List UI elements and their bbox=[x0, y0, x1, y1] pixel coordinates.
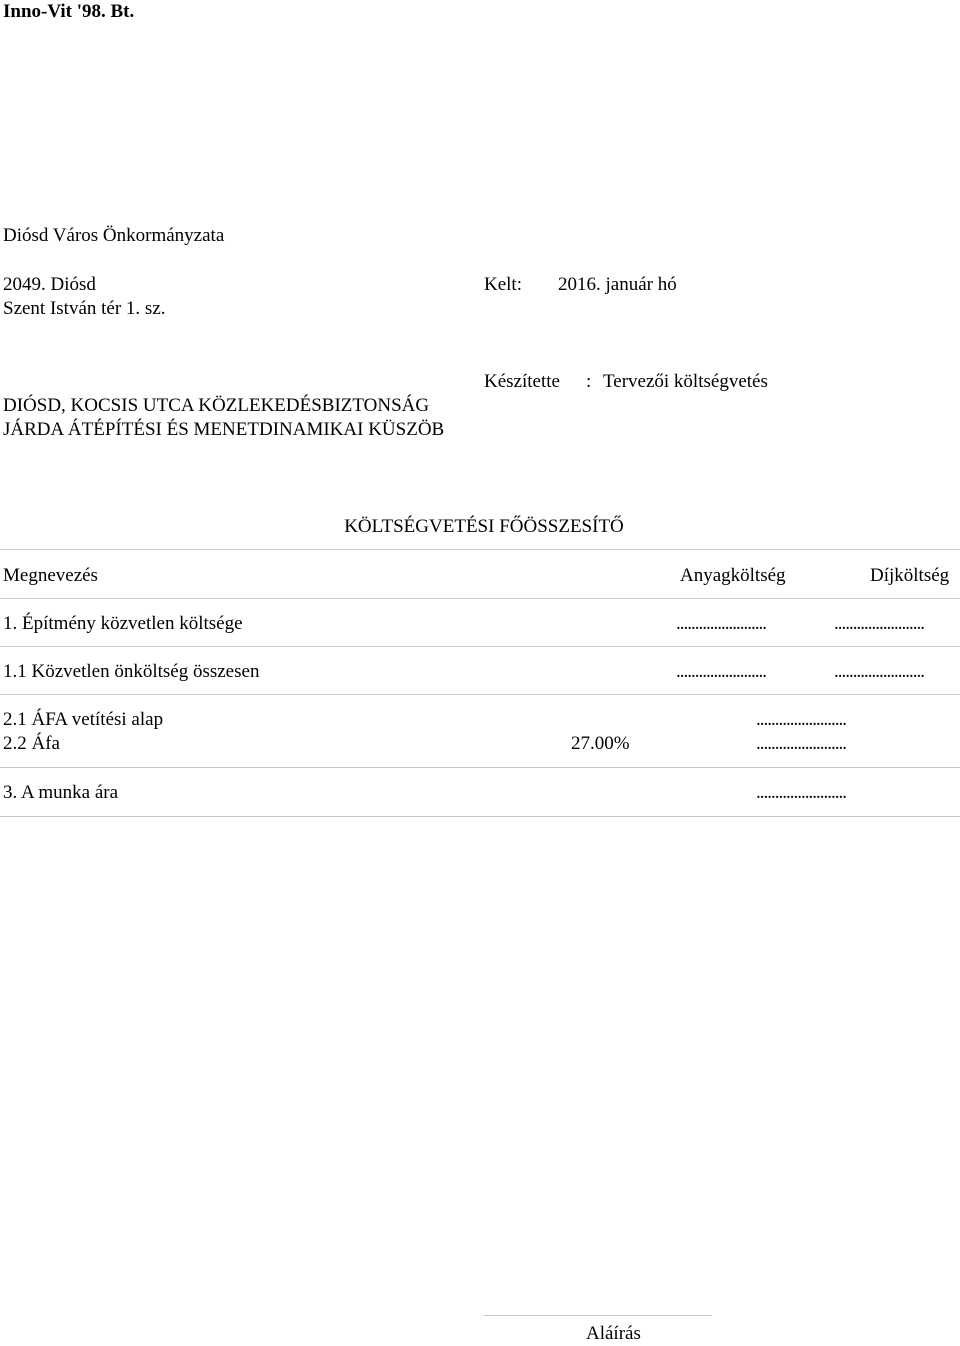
row-label: 2.1 ÁFA vetítési alap bbox=[3, 709, 164, 730]
prepared-label: Készítette bbox=[484, 371, 560, 392]
project-title-line2: JÁRDA ÁTÉPÍTÉSI ÉS MENETDINAMIKAI KÜSZÖB bbox=[3, 419, 445, 440]
row-label: 1.1 Közvetlen önköltség összesen bbox=[3, 661, 260, 682]
row-fee-value: ........................ bbox=[834, 613, 924, 634]
row-value: ........................ bbox=[756, 782, 846, 803]
row-value: ........................ bbox=[756, 733, 846, 754]
summary-title: KÖLTSÉGVETÉSI FŐÖSSZESÍTŐ bbox=[344, 516, 624, 537]
table-divider bbox=[0, 767, 960, 768]
company-name: Inno-Vit '98. Bt. bbox=[3, 1, 135, 22]
row-value: ........................ bbox=[756, 709, 846, 730]
row-material-value: ........................ bbox=[676, 661, 766, 682]
row-material-value: ........................ bbox=[676, 613, 766, 634]
client-address-line2: Szent István tér 1. sz. bbox=[3, 298, 166, 319]
row-label: 1. Építmény közvetlen költsége bbox=[3, 613, 243, 634]
vat-rate: 27.00% bbox=[571, 733, 630, 754]
table-divider bbox=[0, 694, 960, 695]
client-name: Diósd Város Önkormányzata bbox=[3, 225, 225, 246]
column-header-name: Megnevezés bbox=[3, 565, 98, 586]
signature-label: Aláírás bbox=[586, 1323, 641, 1344]
client-address-line1: 2049. Diósd bbox=[3, 274, 96, 295]
row-label: 3. A munka ára bbox=[3, 782, 119, 803]
table-divider bbox=[0, 816, 960, 817]
project-title-line1: DIÓSD, KOCSIS UTCA KÖZLEKEDÉSBIZTONSÁG bbox=[3, 395, 430, 416]
signature-line bbox=[484, 1315, 712, 1316]
column-header-material: Anyagköltség bbox=[680, 565, 786, 586]
dated-label: Kelt: bbox=[484, 274, 522, 295]
table-divider bbox=[0, 549, 960, 550]
dated-value: 2016. január hó bbox=[558, 274, 677, 295]
column-header-fee: Díjköltség bbox=[870, 565, 950, 586]
row-fee-value: ........................ bbox=[834, 661, 924, 682]
table-divider bbox=[0, 598, 960, 599]
row-label: 2.2 Áfa bbox=[3, 733, 60, 754]
prepared-separator: : bbox=[586, 371, 592, 392]
table-divider bbox=[0, 646, 960, 647]
prepared-value: Tervezői költségvetés bbox=[603, 371, 768, 392]
